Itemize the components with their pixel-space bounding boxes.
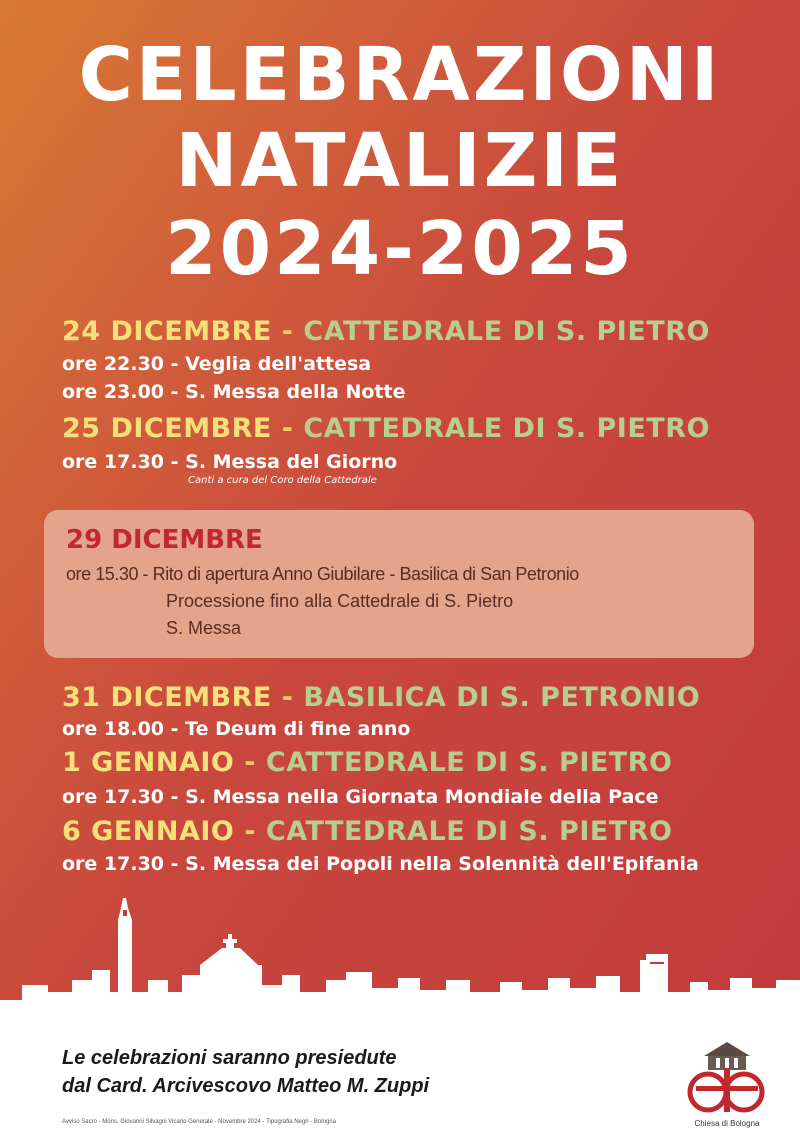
event-line: ore 17.30 - S. Messa del Giorno (62, 451, 398, 473)
event-separator: - (271, 682, 304, 713)
event-date: 6 GENNAIO (62, 816, 235, 847)
event-line: ore 22.30 - Veglia dell'attesa (62, 353, 372, 375)
logo-label: Chiesa di Bologna (694, 1119, 760, 1128)
event-line: ore 18.00 - Te Deum di fine anno (62, 718, 411, 740)
highlight-line: S. Messa (166, 618, 242, 638)
title-line-2: NATALIZIE (175, 118, 625, 204)
event-date: 1 GENNAIO (62, 747, 235, 778)
event-line: ore 17.30 - S. Messa nella Giornata Mondiale della Pace (62, 786, 659, 808)
event-date: 25 DICEMBRE (62, 413, 272, 444)
event-place: CATTEDRALE DI S. PIETRO (265, 747, 673, 778)
event-line: ore 17.30 - S. Messa dei Popoli nella Solennità dell'Epifania (62, 853, 699, 875)
footer-line-2: dal Card. Arcivescovo Matteo M. Zuppi (62, 1075, 430, 1097)
event-heading (62, 746, 672, 780)
event-place: CATTEDRALE DI S. PIETRO (303, 316, 710, 347)
highlight-box (44, 510, 754, 658)
event-place: CATTEDRALE DI S. PIETRO (265, 816, 673, 847)
highlight-line: Processione fino alla Cattedrale di S. Pietro (166, 591, 514, 611)
highlight-date: 29 DICEMBRE (66, 525, 263, 555)
event-separator: - (271, 316, 304, 347)
event-note: Canti a cura del Coro della Cattedrale (188, 475, 377, 486)
event-line: ore 23.00 - S. Messa della Notte (62, 381, 406, 403)
event-heading (62, 315, 710, 349)
title-year: 2024-2025 (165, 206, 635, 292)
event-separator: - (234, 816, 266, 847)
footer-line-1: Le celebrazioni saranno presiedute (62, 1047, 397, 1069)
event-heading (62, 815, 672, 849)
event-place: BASILICA DI S. PETRONIO (303, 682, 701, 713)
event-heading (62, 681, 700, 715)
chiesa-di-bologna-logo-icon (686, 1042, 768, 1118)
event-date: 24 DICEMBRE (62, 316, 272, 347)
event-place: CATTEDRALE DI S. PIETRO (303, 413, 710, 444)
print-credits: Avviso Sacro - Mons. Giovanni Silvagni Vicario Generale - Novembre 2024 - Tipografia Negri - Bologna (62, 1119, 336, 1125)
city-skyline-illustration (0, 880, 800, 1145)
event-heading (62, 412, 710, 446)
event-separator: - (271, 413, 304, 444)
highlight-line: ore 15.30 - Rito di apertura Anno Giubilare - Basilica di San Petronio (66, 564, 579, 584)
title-line-1: CELEBRAZIONI (78, 32, 722, 118)
event-date: 31 DICEMBRE (62, 682, 272, 713)
event-separator: - (234, 747, 266, 778)
